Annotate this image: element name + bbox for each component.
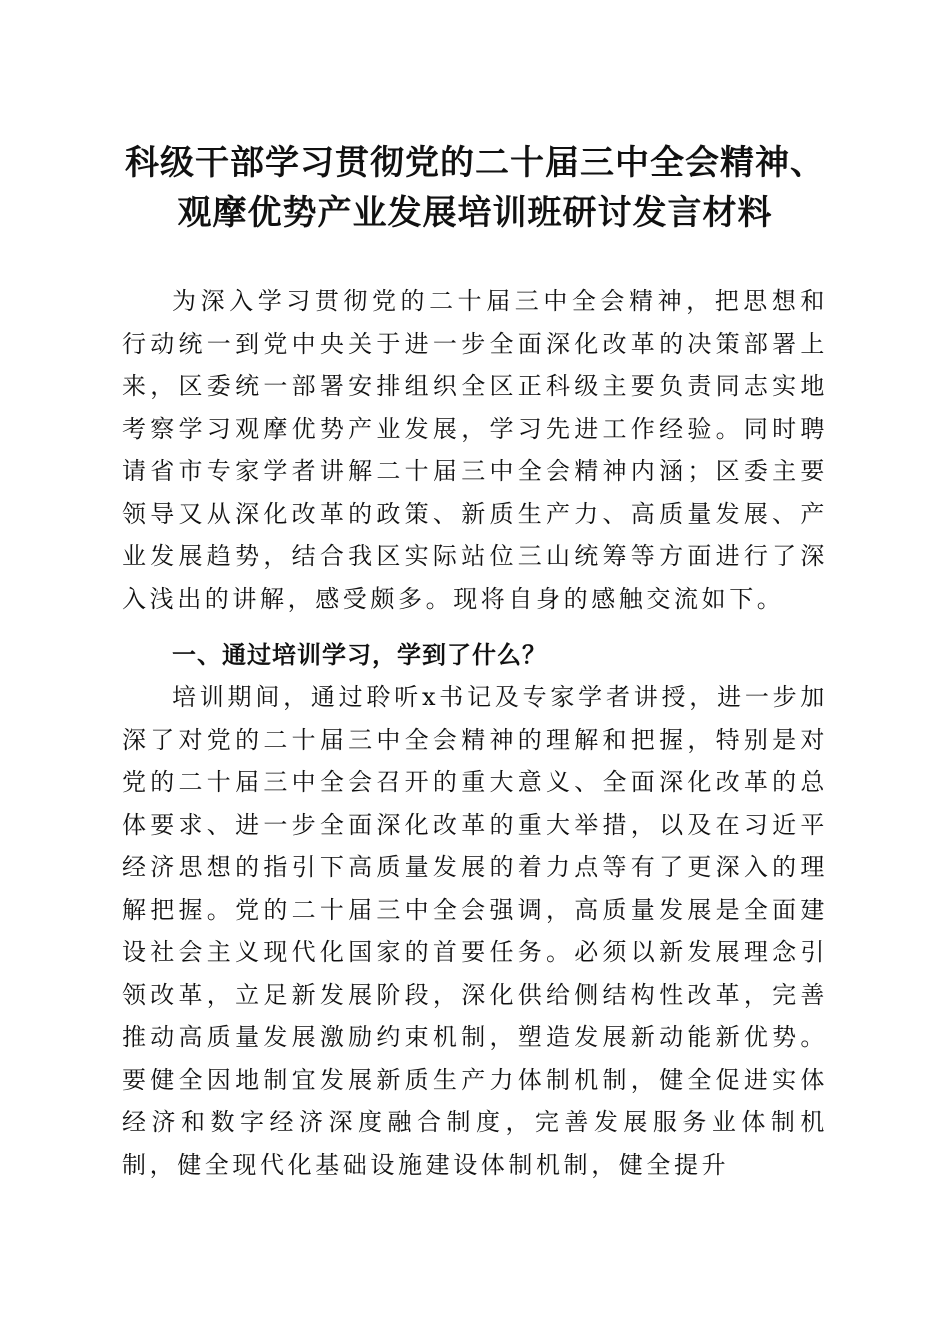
title-line-1: 科级干部学习贯彻党的二十届三中全会精神、 <box>125 143 825 183</box>
intro-paragraph: 为深入学习贯彻党的二十届三中全会精神，把思想和行动统一到党中央关于进一步全面深化改革的决策部署上来，区委统一部署安排组织全区正科级主要负责同志实地考察学习观摩优势产业发展，学习先进工作经验。同时聘请省市专家学者讲解二十届三中全会精神内涵；区委主要领导又从深化改革的政策、新质生产力、高质量发展、产业发展趋势，结合我区实际站位三山统筹等方面进行了深入浅出的讲解，感受颇多。现将自身的感触交流如下。 <box>122 287 828 613</box>
document-title <box>100 138 850 238</box>
title-line-2: 观摩优势产业发展培训班研讨发言材料 <box>177 193 773 233</box>
section-1-paragraph: 培训期间，通过聆听x书记及专家学者讲授，进一步加深了对党的二十届三中全会精神的理解和把握，特别是对党的二十届三中全会召开的重大意义、全面深化改革的总体要求、进一步全面深化改革的重大举措，以及在习近平经济思想的指引下高质量发展的着力点等有了更深入的理解把握。党的二十届三中全会强调，高质量发展是全面建设社会主义现代化国家的首要任务。必须以新发展理念引领改革，立足新发展阶段，深化供给侧结构性改革，完善推动高质量发展激励约束机制，塑造发展新动能新优势。要健全因地制宜发展新质生产力体制机制，健全促进实体经济和数字经济深度融合制度，完善发展服务业体制机制，健全现代化基础设施建设体制机制，健全提升 <box>122 683 828 1179</box>
section-heading-1: 一、通过培训学习，学到了什么？ <box>172 641 547 669</box>
